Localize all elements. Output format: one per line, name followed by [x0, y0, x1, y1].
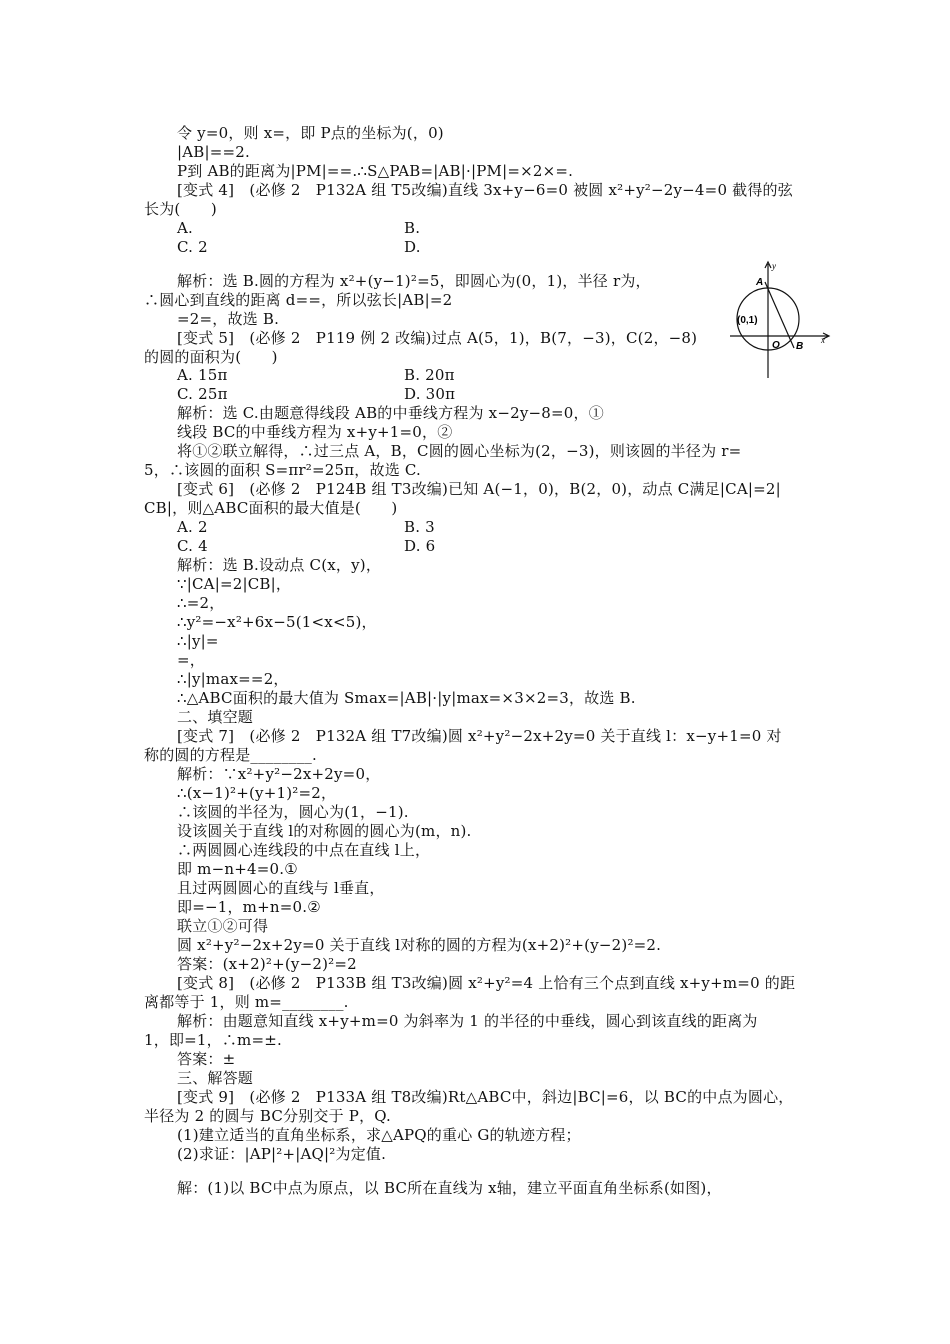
text-line: =， [177, 651, 205, 669]
text-line: (2)求证：|AP|²+|AQ|²为定值. [177, 1145, 387, 1163]
option-text: C. 25π [177, 385, 228, 403]
text-line: 即=−1，m+n=0.② [177, 898, 321, 916]
text-line: 圆 x²+y²−2x+2y=0 关于直线 l对称的圆的方程为(x+2)²+(y−2)²=2. [177, 936, 662, 954]
text-line: 解析：选 B.圆的方程为 x²+(y−1)²=5，即圆心为(0，1)，半径 r为， [177, 272, 651, 290]
x-axis-label: x [821, 335, 825, 345]
text-line: 长为( ) [144, 200, 217, 218]
text-line: [变式 9] (必修 2 P133A 组 T8改编)Rt△ABC中，斜边|BC|=6，以 BC的中点为圆心， [177, 1088, 794, 1106]
text-line: CB|，则△ABC面积的最大值是( ) [144, 499, 398, 517]
section-heading: 二、填空题 [177, 708, 254, 726]
text-line: [变式 5] (必修 2 P119 例 2 改编)过点 A(5，1)，B(7，−3)，C(2，−8) [177, 329, 698, 347]
section-heading: 三、解答题 [177, 1069, 254, 1087]
point-b-label: B [796, 341, 804, 352]
text-line: ∴△ABC面积的最大值为 Smax=|AB|·|y|max=×3×2=3，故选 B. [177, 689, 636, 707]
text-line: 1，即=1，∴m=±. [144, 1031, 282, 1049]
point-a-label: A [756, 277, 764, 288]
text-line: [变式 7] (必修 2 P132A 组 T7改编)圆 x²+y²−2x+2y=0 关于直线 l：x−y+1=0 对 [177, 727, 782, 745]
text-line: ∴(x−1)²+(y+1)²=2， [177, 784, 337, 802]
text-line: 离都等于 1，则 m=________. [144, 993, 349, 1011]
y-axis-label: y [772, 261, 776, 271]
text-line: 令 y=0，则 x=，即 P点的坐标为(，0) [177, 124, 444, 142]
text-line: 5，∴该圆的面积 S=πr²=25π，故选 C. [144, 461, 421, 479]
option-text: B. 3 [404, 518, 435, 536]
text-line: 解：(1)以 BC中点为原点，以 BC所在直线为 x轴，建立平面直角坐标系(如图)， [177, 1179, 722, 1197]
text-line: 解析：∵x²+y²−2x+2y=0， [177, 765, 381, 783]
text-line: [变式 4] (必修 2 P132A 组 T5改编)直线 3x+y−6=0 被圆 x²+y²−2y−4=0 截得的弦 [177, 181, 793, 199]
text-line: ∵|CA|=2|CB|， [177, 575, 292, 593]
origin-label: O [772, 340, 780, 351]
text-line: 解析：由题意知直线 x+y+m=0 为斜率为 1 的半径的中垂线，圆心到该直线的距离为 [177, 1012, 758, 1030]
text-line: ∴y²=−x²+6x−5(1<x<5)， [177, 613, 377, 631]
text-line: ∴=2， [177, 594, 225, 612]
line-ab [765, 282, 794, 348]
text-line: [变式 6] (必修 2 P124B 组 T3改编)已知 A(−1，0)，B(2，0)，动点 C满足|CA|=2| [177, 480, 781, 498]
text-line: 设该圆关于直线 l的对称圆的圆心为(m，n). [177, 822, 472, 840]
text-line: 将①②联立解得，∴过三点 A，B，C圆的圆心坐标为(2，−3)，则该圆的半径为 r= [177, 442, 742, 460]
text-line: 联立①②可得 [177, 917, 269, 935]
option-text: D. [404, 238, 421, 256]
text-line: (1)建立适当的直角坐标系，求△APQ的重心 G的轨迹方程； [177, 1126, 581, 1144]
text-line: 解析：选 C.由题意得线段 AB的中垂线方程为 x−2y−8=0，① [177, 404, 604, 422]
text-line: 即 m−n+4=0.① [177, 860, 298, 878]
option-text: D. 30π [404, 385, 456, 403]
text-line: 解析：选 B.设动点 C(x，y)， [177, 556, 382, 574]
option-text: A. 15π [177, 366, 228, 384]
text-line: 称的圆的方程是________. [144, 746, 317, 764]
text-line: 且过两圆圆心的直线与 l垂直， [177, 879, 385, 897]
text-line: 的圆的面积为( ) [144, 348, 278, 366]
text-line: ∴|y|= [177, 632, 219, 650]
text-line: [变式 8] (必修 2 P133B 组 T3改编)圆 x²+y²=4 上恰有三个点到直线 x+y+m=0 的距 [177, 974, 796, 992]
text-line: ∴该圆的半径为，圆心为(1，−1). [177, 803, 409, 821]
text-line: =2=，故选 B. [177, 310, 280, 328]
option-text: A. 2 [177, 518, 208, 536]
option-text: D. 6 [404, 537, 436, 555]
text-line: 答案：± [177, 1050, 236, 1068]
text-line: 答案：(x+2)²+(y−2)²=2 [177, 955, 357, 973]
text-line: |AB|==2. [177, 143, 251, 161]
center-label: (0,1) [737, 315, 758, 326]
text-line: ∴圆心到直线的距离 d==，所以弦长|AB|=2 [144, 291, 453, 309]
option-text: A. [177, 219, 194, 237]
text-line: ∴两圆圆心连线段的中点在直线 l上， [177, 841, 431, 859]
option-text: C. 2 [177, 238, 208, 256]
text-line: 半径为 2 的圆与 BC分别交于 P，Q. [144, 1107, 392, 1125]
circle-figure [728, 258, 838, 382]
option-text: C. 4 [177, 537, 208, 555]
option-text: B. 20π [404, 366, 455, 384]
text-line: P到 AB的距离为|PM|==.∴S△PAB=|AB|·|PM|=×2×=. [177, 162, 574, 180]
text-line: ∴|y|max==2， [177, 670, 289, 688]
option-text: B. [404, 219, 421, 237]
text-line: 线段 BC的中垂线方程为 x+y+1=0，② [177, 423, 453, 441]
